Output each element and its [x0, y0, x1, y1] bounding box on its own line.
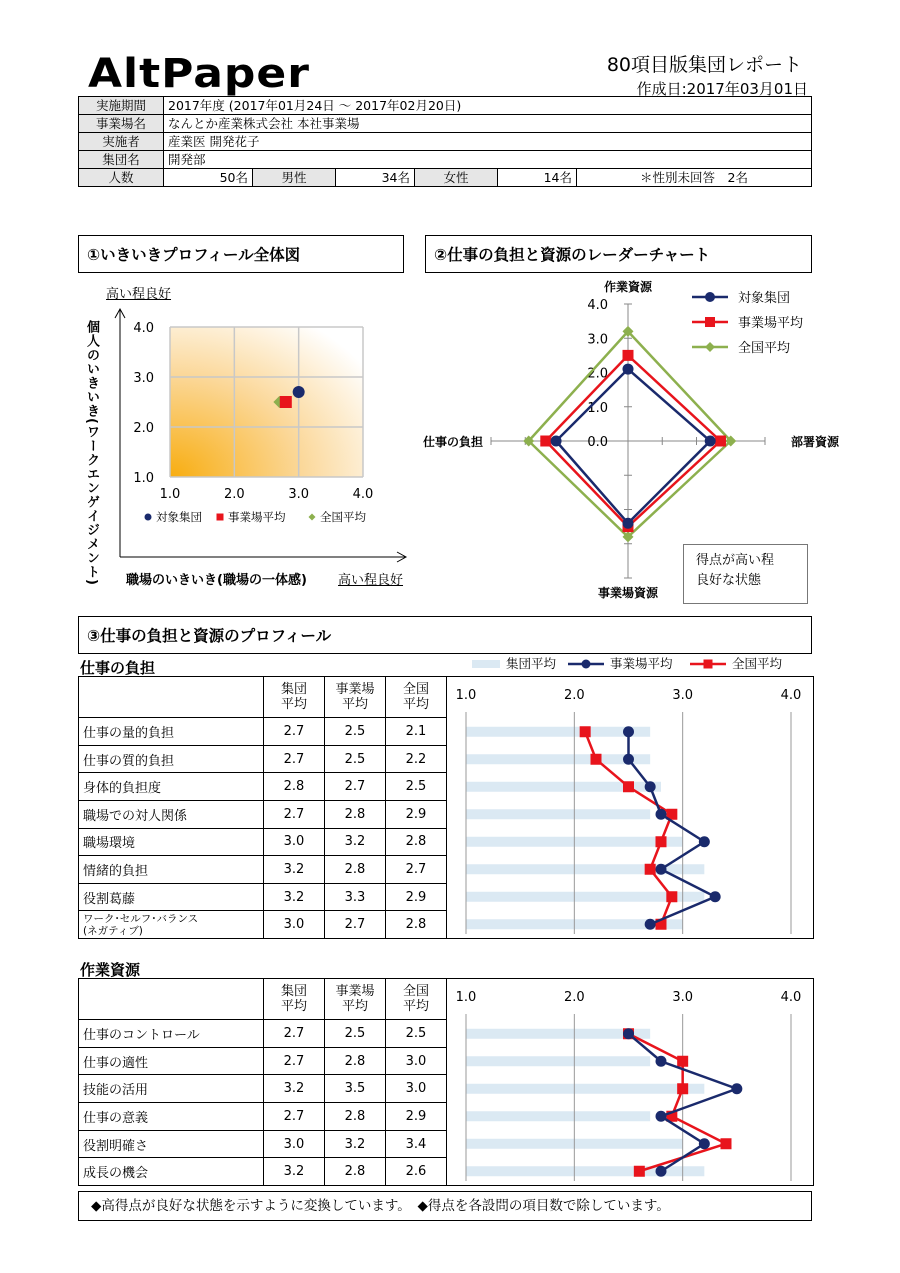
profile-tick-label: 2.0 [563, 688, 585, 703]
profile-national-point [591, 754, 602, 765]
resources-value-group: 3.2 [264, 1075, 325, 1103]
profile-national-point [580, 726, 591, 737]
profile-site-point [623, 754, 634, 765]
radar-point [623, 350, 634, 361]
legend-site-label: 事業場平均 [610, 656, 673, 671]
scatter-point-circle [293, 386, 305, 398]
profile-site-point [623, 726, 634, 737]
profile-site-point [731, 1083, 742, 1094]
burden-row-name: 仕事の量的負担 [79, 718, 264, 746]
resources-value-group: 3.0 [264, 1130, 325, 1158]
resources-col-header: 全国 平均 [386, 979, 447, 1020]
radar-legend-marker [705, 317, 715, 327]
burden-value-national: 2.1 [386, 718, 447, 746]
profile-bar [466, 1056, 650, 1066]
burden-value-national: 2.9 [386, 883, 447, 911]
burden-row-name: 職場環境 [79, 828, 264, 856]
profile-national-point [666, 891, 677, 902]
resources-value-group: 2.7 [264, 1047, 325, 1075]
burden-row-name: 役割葛藤 [79, 883, 264, 911]
radar-legend-label: 全国平均 [738, 341, 791, 356]
profile-bar [466, 809, 650, 819]
profile-site-point [645, 781, 656, 792]
scatter-x-tick: 3.0 [288, 487, 310, 502]
profile-tick-label: 3.0 [672, 688, 694, 703]
resources-value-site: 3.2 [325, 1130, 386, 1158]
burden-value-site: 2.8 [325, 800, 386, 828]
profile-tick-label: 3.0 [672, 990, 694, 1005]
burden-value-group: 2.7 [264, 745, 325, 773]
group-value: 開発部 [164, 151, 812, 169]
burden-value-site: 3.3 [325, 883, 386, 911]
profile-site-point [710, 891, 721, 902]
profile-national-point [645, 864, 656, 875]
resources-value-national: 2.6 [386, 1158, 447, 1186]
radar-tick-label: 0.0 [587, 435, 608, 450]
profile-bar [466, 1084, 704, 1094]
radar-point [715, 436, 726, 447]
burden-value-group: 3.0 [264, 828, 325, 856]
resources-value-national: 3.0 [386, 1075, 447, 1103]
profile-site-point [656, 864, 667, 875]
burden-col-header: 集団 平均 [264, 677, 325, 718]
resources-value-national: 3.4 [386, 1130, 447, 1158]
group-label: 集団名 [79, 151, 164, 169]
scatter-legend-label: 全国平均 [320, 510, 366, 524]
profile-site-point [645, 919, 656, 930]
burden-row-name: 仕事の質的負担 [79, 745, 264, 773]
scatter-y-tick: 3.0 [133, 371, 154, 386]
profile-national-point [656, 836, 667, 847]
radar-tick-label: 4.0 [587, 298, 608, 313]
male-value: 34名 [336, 169, 415, 187]
count-label: 人数 [79, 169, 164, 187]
burden-value-national: 2.5 [386, 773, 447, 801]
resources-table [78, 978, 814, 1186]
radar-legend-label: 対象集団 [738, 291, 791, 306]
burden-row-name: 情緒的負担 [79, 856, 264, 884]
scatter-legend-label: 対象集団 [156, 510, 202, 524]
profile-site-point [623, 1028, 634, 1039]
scatter-background [170, 327, 363, 477]
radar-point [705, 436, 716, 447]
profile-national-point [634, 1166, 645, 1177]
profile-national-point [721, 1138, 732, 1149]
burden-chart-cell [447, 677, 814, 939]
executor-value: 産業医 開発花子 [164, 133, 812, 151]
radar-note-box [683, 544, 808, 604]
profile-bar [466, 754, 650, 764]
section1-title: ①いきいきプロフィール全体図 [78, 235, 404, 273]
burden-header-blank [79, 677, 264, 718]
radar-point [623, 518, 634, 529]
resources-value-group: 2.7 [264, 1103, 325, 1131]
profile-tick-label: 4.0 [780, 990, 802, 1005]
scatter-point-square [280, 396, 292, 408]
resources-header-blank [79, 979, 264, 1020]
burden-profile-chart [447, 677, 813, 938]
scatter-legend-marker [217, 514, 224, 521]
resources-row-name: 仕事の意義 [79, 1103, 264, 1131]
female-label: 女性 [415, 169, 498, 187]
x-high-label: 高い程良好 [338, 573, 404, 588]
burden-col-header: 全国 平均 [386, 677, 447, 718]
period-label: 実施期間 [79, 97, 164, 115]
resources-value-site: 2.8 [325, 1158, 386, 1186]
info-table [78, 96, 812, 187]
y-axis-label: 個人のいきいき(ワークエンゲイジメント) [84, 320, 99, 586]
radar-tick-label: 2.0 [587, 366, 608, 382]
scatter-y-tick: 1.0 [133, 471, 154, 486]
burden-value-national: 2.2 [386, 745, 447, 773]
radar-point [551, 436, 562, 447]
burden-row-name: 職場での対人関係 [79, 800, 264, 828]
profile-site-point [656, 809, 667, 820]
resources-title: 作業資源 [80, 961, 141, 979]
resources-row-name: 役割明確さ [79, 1130, 264, 1158]
resources-value-national: 3.0 [386, 1047, 447, 1075]
burden-value-group: 3.0 [264, 911, 325, 939]
radar-series-line [556, 366, 710, 523]
burden-value-group: 2.8 [264, 773, 325, 801]
radar-note-line2: 良好な状態 [696, 573, 762, 588]
profile-tick-label: 2.0 [563, 990, 585, 1005]
site-value: なんとか産業株式会社 本社事業場 [164, 115, 812, 133]
section3-title: ③仕事の負担と資源のプロフィール [78, 616, 812, 654]
scatter-legend-marker [309, 514, 316, 521]
scatter-legend-label: 事業場平均 [228, 510, 286, 524]
profile-site-point [699, 1138, 710, 1149]
male-label: 男性 [253, 169, 336, 187]
section2-title: ②仕事の負担と資源のレーダーチャート [425, 235, 812, 273]
resources-row-name: 仕事のコントロール [79, 1020, 264, 1048]
radar-axis-label-bottom: 事業場資源 [597, 586, 659, 600]
legend-national-label: 全国平均 [732, 656, 783, 671]
burden-value-site: 3.2 [325, 828, 386, 856]
burden-title: 仕事の負担 [80, 659, 156, 677]
resources-value-site: 2.8 [325, 1047, 386, 1075]
radar-note-line1: 得点が高い程 [696, 553, 775, 568]
burden-value-site: 2.5 [325, 718, 386, 746]
unknown-gender: ＊性別未回答 2名 [577, 169, 812, 187]
resources-chart-cell [447, 979, 814, 1186]
resources-value-national: 2.5 [386, 1020, 447, 1048]
profile-tick-label: 4.0 [780, 688, 802, 703]
legend-site-marker [582, 660, 591, 669]
radar-series-line [529, 331, 731, 537]
profile-bar [466, 1029, 650, 1039]
profile-site-point [699, 836, 710, 847]
legend-national-marker [704, 660, 713, 669]
resources-col-header: 集団 平均 [264, 979, 325, 1020]
profile-tick-label: 1.0 [455, 688, 477, 703]
burden-value-site: 2.5 [325, 745, 386, 773]
resources-row-name: 仕事の適性 [79, 1047, 264, 1075]
radar-legend-marker [705, 342, 715, 352]
scatter-y-tick: 4.0 [133, 321, 154, 336]
y-high-label: 高い程良好 [106, 287, 172, 302]
burden-value-national: 2.8 [386, 828, 447, 856]
site-label: 事業場名 [79, 115, 164, 133]
resources-value-group: 3.2 [264, 1158, 325, 1186]
resources-value-site: 2.5 [325, 1020, 386, 1048]
scatter-plot-area [133, 321, 373, 524]
legend-group-label: 集団平均 [506, 656, 557, 671]
burden-value-national: 2.8 [386, 911, 447, 939]
scatter-chart [100, 300, 420, 580]
radar-axis-label-left: 仕事の負担 [422, 435, 483, 449]
resources-row-name: 技能の活用 [79, 1075, 264, 1103]
burden-value-site: 2.8 [325, 856, 386, 884]
legend-bar-swatch [472, 660, 500, 668]
burden-table [78, 676, 814, 939]
radar-axis-label-top: 作業資源 [603, 280, 653, 294]
profile-site-point [656, 1111, 667, 1122]
profile-legend [460, 655, 810, 673]
resources-row-name: 成長の機会 [79, 1158, 264, 1186]
profile-bar [466, 1111, 650, 1121]
burden-value-group: 3.2 [264, 856, 325, 884]
burden-value-national: 2.9 [386, 800, 447, 828]
resources-value-group: 2.7 [264, 1020, 325, 1048]
burden-value-group: 2.7 [264, 718, 325, 746]
profile-tick-label: 1.0 [455, 990, 477, 1005]
created-date: 作成日:2017年03月01日 [636, 80, 808, 98]
radar-legend-label: 事業場平均 [738, 316, 804, 331]
resources-value-site: 3.5 [325, 1075, 386, 1103]
count-value: 50名 [164, 169, 253, 187]
burden-value-site: 2.7 [325, 773, 386, 801]
burden-value-group: 2.7 [264, 800, 325, 828]
resources-col-header: 事業場 平均 [325, 979, 386, 1020]
scatter-x-tick: 4.0 [352, 487, 374, 502]
report-title: 80項目版集団レポート [606, 54, 802, 76]
radar-tick-label: 1.0 [587, 400, 608, 416]
scatter-legend-marker [145, 514, 152, 521]
burden-row-name: 身体的負担度 [79, 773, 264, 801]
profile-national-point [677, 1056, 688, 1067]
burden-col-header: 事業場 平均 [325, 677, 386, 718]
profile-site-point [656, 1056, 667, 1067]
footer-note: ◆高得点が良好な状態を示すように変換しています。 ◆得点を各設問の項目数で除しています。 [78, 1191, 812, 1221]
x-axis-label: 職場のいきいき(職場の一体感) [126, 573, 307, 588]
radar-tick-label: 3.0 [587, 332, 608, 348]
burden-row-name: ワーク･セルフ･バランス (ネガティブ) [79, 911, 264, 939]
burden-value-group: 3.2 [264, 883, 325, 911]
female-value: 14名 [498, 169, 577, 187]
logo: AltPaper [88, 50, 310, 97]
resources-profile-chart [447, 979, 813, 1185]
profile-site-point [656, 1166, 667, 1177]
profile-national-line [629, 1034, 727, 1172]
scatter-y-tick: 2.0 [133, 421, 154, 436]
radar-axis-label-right: 部署資源 [791, 435, 840, 449]
resources-value-site: 2.8 [325, 1103, 386, 1131]
executor-label: 実施者 [79, 133, 164, 151]
profile-bar [466, 727, 650, 737]
profile-national-point [677, 1083, 688, 1094]
period-value: 2017年度 (2017年01月24日 ～ 2017年02月20日) [164, 97, 812, 115]
burden-value-national: 2.7 [386, 856, 447, 884]
radar-legend-marker [705, 292, 715, 302]
radar-point [540, 436, 551, 447]
burden-value-site: 2.7 [325, 911, 386, 939]
resources-value-national: 2.9 [386, 1103, 447, 1131]
radar-point [623, 364, 634, 375]
profile-national-point [623, 781, 634, 792]
scatter-x-tick: 1.0 [159, 487, 181, 502]
scatter-x-tick: 2.0 [223, 487, 245, 502]
